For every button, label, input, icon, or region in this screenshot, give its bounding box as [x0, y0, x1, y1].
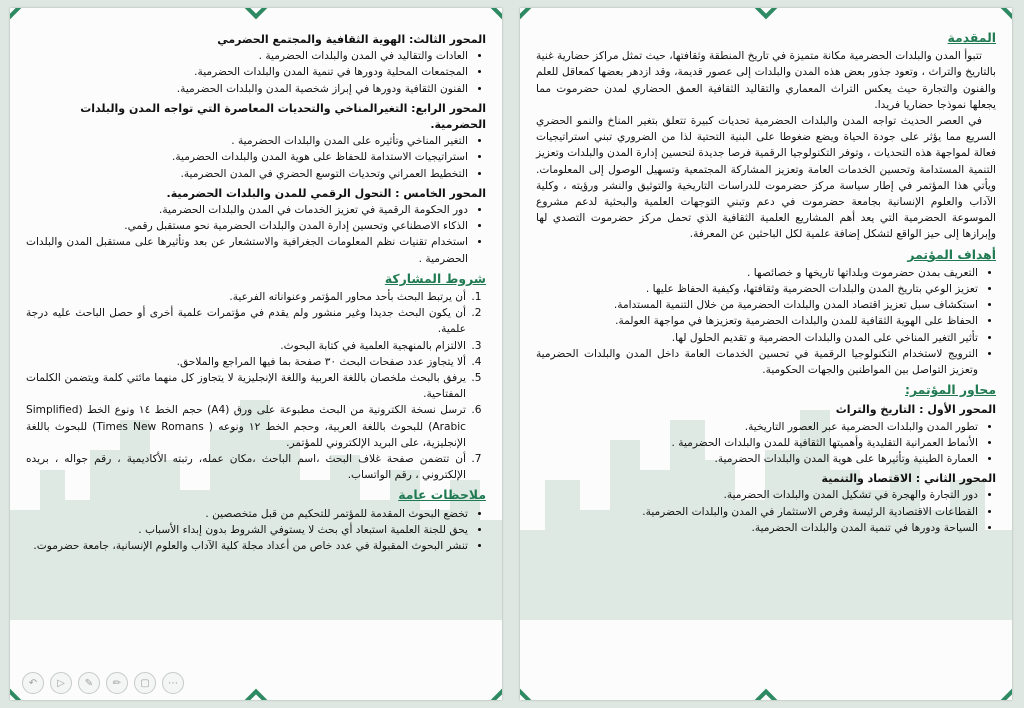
axis4-title: المحور الرابع: التغيرالمناخي والتحديات المعاصرة التي تواجه المدن والبلدات الحضرمية. — [80, 101, 486, 132]
list-item: • يحق للجنة العلمية استبعاد أي بحث لا يستوفي الشروط بدون إبداء الأسباب . — [26, 522, 468, 538]
list-item: • دور الحكومة الرقمية في تعزيز الخدمات في المدن والبلدات الحضرمية. — [26, 202, 468, 218]
list-item: 7. أن تتضمن صفحة غلاف البحث ،اسم الباحث ،مكان عمله، رتبته الأكاديمية ، رقم جواله ، بريده الإلكتروني ، رقم الواتساب. — [26, 451, 468, 483]
intro-paragraph: في العصر الحديث تواجه المدن والبلدات الحضرمية تحديات كبيرة تتعلق بتغير المناخ والنمو الحضري السريع مما يؤثر على جودة الحياة ويضع ضغوطا على البنية التحتية لذا من الضروري تبني استراتيجيات فعالة لمواجهة هذه التحديات ، وتوفر التكنولوجيا الرقمية فرصا جديدة لتحسين إدارة المدن والبلدات وتعزيز التنمية المستدامة وتحسين الخدمات العامة وتعزيز المشاركة المجتمعية وتسهيل الوصول إلى المعلومات. ويأتي هذا المؤتمر في إطار سياسة مركز حضرموت للدراسات التاريخية والتوثيق والنشر ورؤيته ، وكلية الآداب والعلوم الإنسانية بجامعة حضرموت في دعم وتبني التوجهات العلمية والبحثية لدعم مشروع الموسوعة الحضرمية التي يعد أهم المشاريع العلمية الثقافية الذي تحمل مركز حضرموت التصدي لها وإبرازها إلى حيز الواقع لتشكل إضافة علمية لكل الباحثين عن المعرفة. — [536, 115, 996, 241]
goals-list — [536, 265, 996, 378]
bottom-ornament-icon — [755, 689, 778, 700]
list-item: • العادات والتقاليد في المدن والبلدات الحضرمية . — [26, 48, 468, 64]
pen-icon[interactable]: ✎ — [78, 672, 100, 694]
list-item: • الأنماط العمرانية التقليدية وأهميتها الثقافية للمدن والبلدات الحضرمية . — [536, 435, 978, 451]
list-item: • المجتمعات المحلية ودورها في تنمية المدن والبلدات الحضرمية. — [26, 64, 468, 80]
more-icon[interactable]: ⋯ — [162, 672, 184, 694]
list-item: • تعزيز الوعي بتاريخ المدن والبلدات الحضرمية وثقافتها، وكيفية الحفاظ عليها . — [536, 281, 978, 297]
top-ornament-icon — [755, 8, 778, 19]
eraser-icon[interactable]: ▢ — [134, 672, 156, 694]
list-item: 5. يرفق بالبحث ملخصان باللغة العربية واللغة الإنجليزية لا يتجاوز كل منهما مائتي كلمة ويتضمن الكلمات المفتاحية. — [26, 370, 468, 402]
list-item: • تخضع البحوث المقدمة للمؤتمر للتحكيم من قبل متخصصين . — [26, 506, 468, 522]
list-item: • استراتيجيات الاستدامة للحفاظ على هوية المدن والبلدات الحضرمية. — [26, 149, 468, 165]
list-item: • الترويج لاستخدام التكنولوجيا الرقمية في تحسين الخدمات العامة داخل المدن والبلدات الحضرمية وتعزيز التواصل بين المواطنين والجهات الحكومية. — [536, 346, 978, 378]
list-item: • العمارة الطينية وتأثيرها على هوية المدن والبلدات الحضرمية. — [536, 451, 978, 467]
axis3-list — [26, 48, 486, 97]
corner-ornament-icon — [520, 689, 531, 700]
axis1-title: المحور الأول : التاريخ والتراث — [835, 403, 996, 417]
corner-ornament-icon — [520, 8, 531, 19]
list-item: 6. ترسل نسخة الكترونية من البحث مطبوعة على ورق (A4) حجم الخط ١٤ ونوع الخط (Simplified Arabic) للبحوث باللغة العربية، وحجم الخط ١٢ ونوعه ( Times New Romans) للبحوث باللغة الإنجليزية، على البريد الإلكتروني للمؤتمر. — [26, 402, 468, 451]
axis1-list — [536, 419, 996, 468]
axis4-list — [26, 133, 486, 182]
list-item: • القطاعات الاقتصادية الرئيسة وفرص الاستثمار في المدن والبلدات الحضرمية. — [536, 504, 978, 520]
right-page-content — [536, 26, 996, 536]
notes-title: ملاحظات عامة — [398, 487, 486, 503]
list-item: 4. ألا يتجاوز عدد صفحات البحث ٣٠ صفحة بما فيها المراجع والملاحق. — [26, 354, 468, 370]
axis5-list — [26, 202, 486, 267]
list-item: • تأثير التغير المناخي على المدن والبلدات الحضرمية و تقديم الحلول لها. — [536, 330, 978, 346]
undo-icon[interactable]: ↶ — [22, 672, 44, 694]
list-item: • تطور المدن والبلدات الحضرمية عبر العصور التاريخية. — [536, 419, 978, 435]
corner-ornament-icon — [10, 689, 21, 700]
list-item: • استخدام تقنيات نظم المعلومات الجغرافية والاستشعار عن بعد وتأثيرها على مستقبل المدن والبلدات الحضرمية . — [26, 234, 468, 266]
play-icon[interactable]: ▷ — [50, 672, 72, 694]
list-item: • تنشر البحوث المقبولة في عدد خاص من أعداد مجلة كلية الآداب والعلوم الإنسانية، جامعة حضرموت. — [26, 538, 468, 554]
left-page — [10, 8, 502, 700]
conditions-title: شروط المشاركة — [384, 270, 486, 286]
list-item: • السياحة ودورها في تنمية المدن والبلدات الحضرمية. — [536, 520, 978, 536]
marker-icon[interactable]: ✏ — [106, 672, 128, 694]
axes-title: محاور المؤتمر: — [905, 382, 996, 398]
goals-title: أهداف المؤتمر — [907, 246, 996, 262]
axis2-title: المحور الثاني : الاقتصاد والتنمية — [821, 472, 996, 486]
intro-paragraph: تتبوأ المدن والبلدات الحضرمية مكانة متميزة في تاريخ المنطقة وثقافتها، حيث تمثل مراكز حضارية غنية بالتاريخ والتراث ، وتعود جذور بعض هذه المدن والبلدات إلى عصور قديمة، وقد ازدهر بعضها كمعاقل للعلم والفنون والتجارة حيث يعكس التراث المعماري والتقاليد الثقافية العمق الحضاري لمدن حضرموت مما يجعلها نموذجا حضاريا فريدا. — [536, 50, 996, 111]
list-item: • الذكاء الاصطناعي وتحسين إدارة المدن والبلدات الحضرمية نحو مستقبل رقمي. — [26, 218, 468, 234]
list-item: • استكشاف سبل تعزيز اقتصاد المدن والبلدات الحضرمية من خلال التنمية المستدامة. — [536, 297, 978, 313]
viewer-toolbar — [22, 672, 184, 694]
list-item: 1. أن يرتبط البحث بأحد محاور المؤتمر وعنواناته الفرعية. — [26, 289, 468, 305]
list-item: • التغير المناخي وتأثيره على المدن والبلدات الحضرمية . — [26, 133, 468, 149]
axis3-title: المحور الثالث: الهوية الثقافية والمجتمع الحضرمي — [217, 33, 486, 46]
list-item: • التخطيط العمراني وتحديات التوسع الحضري في المدن الحضرمية. — [26, 166, 468, 182]
conditions-list — [26, 289, 486, 483]
corner-ornament-icon — [1001, 689, 1012, 700]
intro-title: المقدمة — [947, 30, 996, 45]
corner-ornament-icon — [491, 689, 502, 700]
list-item: • الفنون الثقافية ودورها في إبراز شخصية المدن والبلدات الحضرمية. — [26, 81, 468, 97]
right-page — [520, 8, 1012, 700]
axis5-title: المحور الخامس : التحول الرقمي للمدن والبلدات الحضرمية. — [166, 186, 486, 200]
notes-list — [26, 506, 486, 555]
corner-ornament-icon — [491, 8, 502, 19]
left-page-content — [26, 28, 486, 554]
bottom-ornament-icon — [245, 689, 268, 700]
top-ornament-icon — [245, 8, 268, 19]
list-item: 3. الالتزام بالمنهجية العلمية في كتابة البحوث. — [26, 338, 468, 354]
corner-ornament-icon — [10, 8, 21, 19]
list-item: • الحفاظ على الهوية الثقافية للمدن والبلدات الحضرمية وتعزيزها في مواجهة العولمة. — [536, 313, 978, 329]
list-item: • دور التجارة والهجرة في تشكيل المدن والبلدات الحضرمية. — [536, 487, 978, 503]
corner-ornament-icon — [1001, 8, 1012, 19]
axis2-list — [536, 487, 996, 536]
list-item: 2. أن يكون البحث جديدا وغير منشور ولم يقدم في مؤتمرات علمية أخرى أو حصل الباحث عليه درجة علمية. — [26, 305, 468, 337]
list-item: • التعريف بمدن حضرموت وبلداتها تاريخها و خصائصها . — [536, 265, 978, 281]
